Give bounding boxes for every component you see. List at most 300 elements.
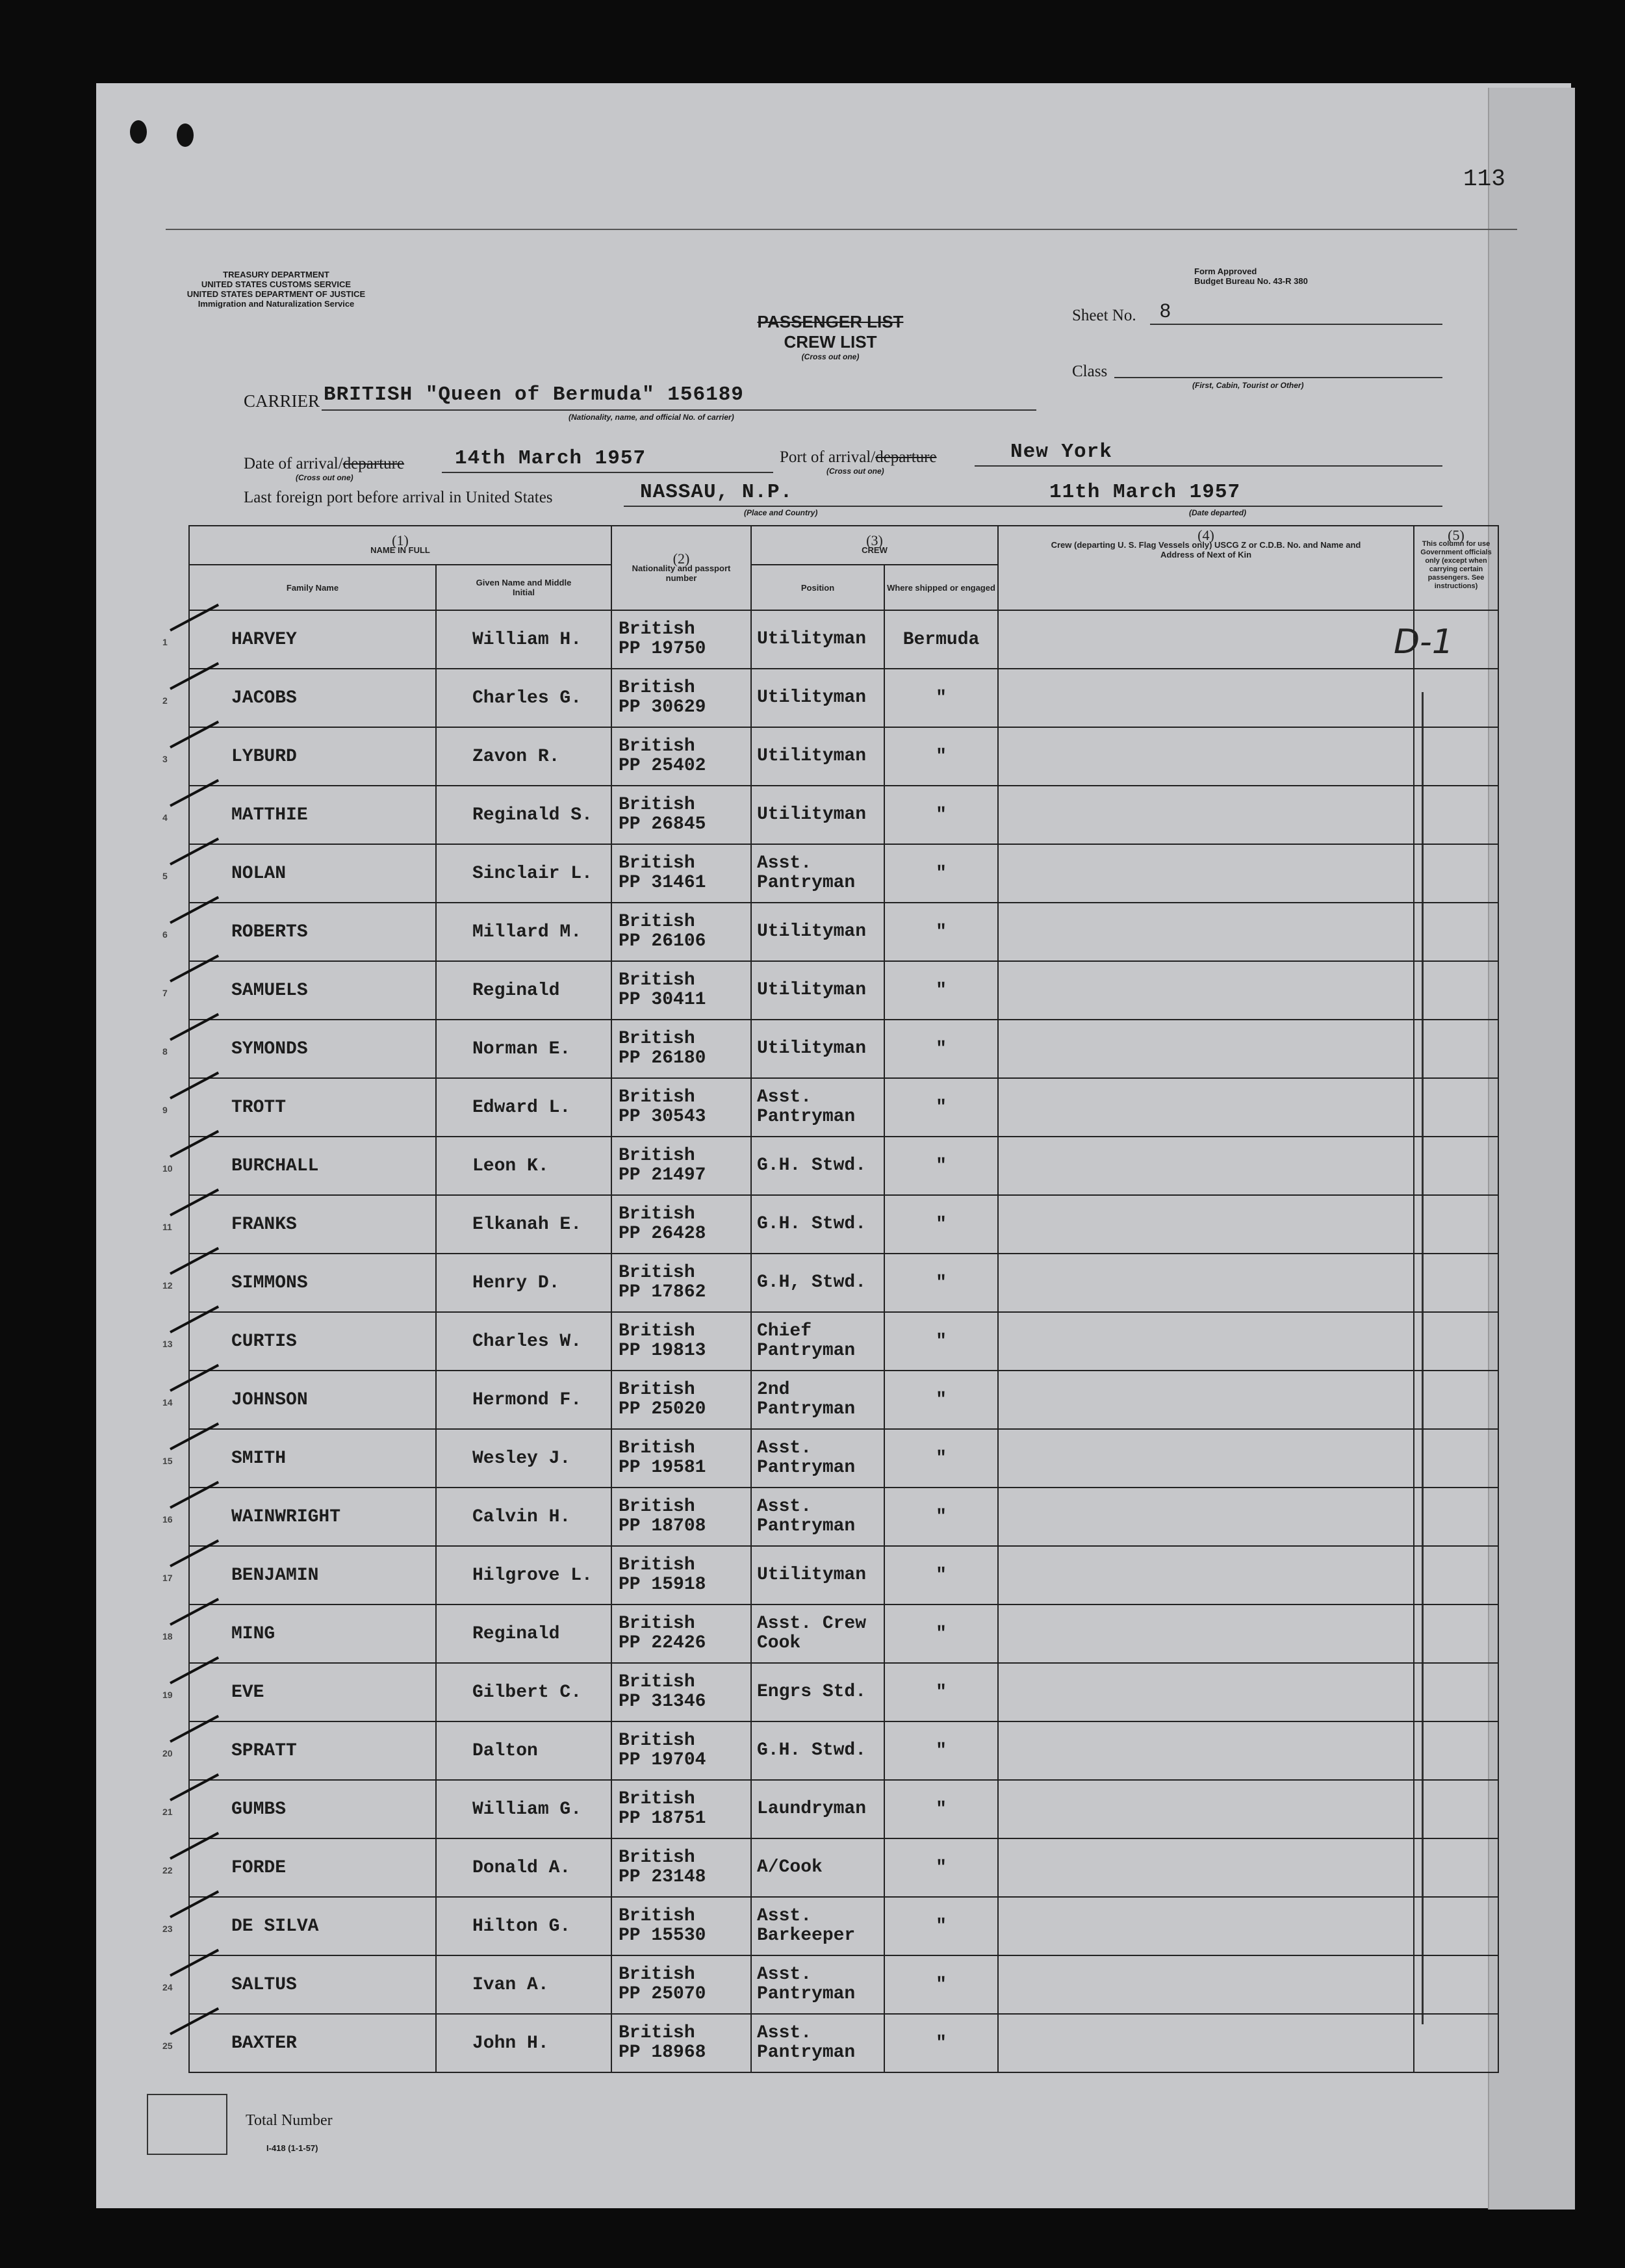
row-number: 6 bbox=[162, 929, 168, 940]
given-name: Edward L. bbox=[436, 1078, 611, 1137]
given-name: Ivan A. bbox=[436, 1955, 611, 2014]
col1-header bbox=[189, 526, 611, 565]
position: Asst. Barkeeper bbox=[751, 1897, 884, 1955]
date-arrival-text: Date of arrival/ bbox=[244, 455, 343, 472]
family-name: ROBERTS bbox=[231, 921, 308, 942]
carrier-value: BRITISH "Queen of Bermuda" 156189 bbox=[324, 383, 744, 406]
position: Utilityman bbox=[751, 610, 884, 669]
nationality: British bbox=[619, 1789, 695, 1809]
given-name: Reginald S. bbox=[436, 786, 611, 844]
passport-number: PP 30629 bbox=[619, 697, 706, 717]
given-name: Millard M. bbox=[436, 903, 611, 961]
table-row bbox=[189, 1020, 1498, 1078]
government-use-cell bbox=[1414, 903, 1498, 961]
government-use-cell bbox=[1414, 1254, 1498, 1312]
next-of-kin-cell bbox=[998, 1955, 1414, 2014]
where-shipped: " bbox=[884, 786, 998, 844]
next-of-kin-cell bbox=[998, 1897, 1414, 1955]
where-shipped: " bbox=[884, 1721, 998, 1780]
last-port-underline bbox=[624, 506, 1027, 507]
col1-number: (1) bbox=[392, 532, 409, 548]
nationality-passport-cell bbox=[611, 1488, 751, 1546]
where-shipped: " bbox=[884, 1546, 998, 1604]
passport-number: PP 25020 bbox=[619, 1399, 706, 1419]
table-row bbox=[189, 1838, 1498, 1897]
family-name-cell bbox=[162, 844, 436, 903]
position: Utilityman bbox=[751, 1020, 884, 1078]
col3-title: CREW bbox=[862, 545, 888, 555]
position: Asst. Crew Cook bbox=[751, 1604, 884, 1663]
nationality-passport-cell bbox=[611, 786, 751, 844]
nationality-passport-cell bbox=[611, 1546, 751, 1604]
table-row bbox=[189, 1546, 1498, 1604]
position: Asst. Pantryman bbox=[751, 2014, 884, 2072]
government-use-cell bbox=[1414, 961, 1498, 1020]
government-use-cell bbox=[1414, 844, 1498, 903]
table-row bbox=[189, 2014, 1498, 2072]
passport-number: PP 30411 bbox=[619, 990, 706, 1010]
port-arrival-text: Port of arrival/ bbox=[780, 448, 876, 466]
row-number: 24 bbox=[162, 1982, 173, 1992]
punch-hole bbox=[177, 123, 194, 147]
col3-header bbox=[751, 526, 998, 565]
passport-number: PP 18751 bbox=[619, 1809, 706, 1829]
where-shipped: " bbox=[884, 1429, 998, 1488]
position: Engrs Std. bbox=[751, 1663, 884, 1721]
given-name: Hermond F. bbox=[436, 1371, 611, 1429]
next-of-kin-cell bbox=[998, 727, 1414, 786]
nationality-passport-cell bbox=[611, 1078, 751, 1137]
table-row bbox=[189, 961, 1498, 1020]
page-number: 113 bbox=[1463, 166, 1505, 192]
nationality: British bbox=[619, 1848, 695, 1868]
given-name: Charles W. bbox=[436, 1312, 611, 1371]
given-name: Reginald bbox=[436, 1604, 611, 1663]
family-name: JACOBS bbox=[231, 688, 297, 708]
table-row bbox=[189, 844, 1498, 903]
port-arrival-label bbox=[780, 448, 937, 467]
given-name: Sinclair L. bbox=[436, 844, 611, 903]
table-row bbox=[189, 1371, 1498, 1429]
where-shipped: " bbox=[884, 1078, 998, 1137]
next-of-kin-cell bbox=[998, 1195, 1414, 1254]
next-of-kin-cell bbox=[998, 1604, 1414, 1663]
table-row bbox=[189, 1721, 1498, 1780]
nationality-passport-cell bbox=[611, 1897, 751, 1955]
nationality: British bbox=[619, 1029, 695, 1049]
where-shipped-header: Where shipped or engaged bbox=[884, 565, 998, 610]
government-use-cell bbox=[1414, 1195, 1498, 1254]
form-approved-line: Form Approved bbox=[1194, 266, 1257, 276]
position: Asst. Pantryman bbox=[751, 1429, 884, 1488]
family-name-cell bbox=[162, 1663, 436, 1721]
position: A/Cook bbox=[751, 1838, 884, 1897]
next-of-kin-cell bbox=[998, 1546, 1414, 1604]
given-name: Henry D. bbox=[436, 1254, 611, 1312]
government-use-cell bbox=[1414, 1429, 1498, 1488]
family-name-cell bbox=[162, 786, 436, 844]
col5-title: This column for use Government officials only (except when carrying certain passengers. See instructions) bbox=[1420, 540, 1492, 590]
nationality-passport-cell bbox=[611, 1721, 751, 1780]
passport-number: PP 18708 bbox=[619, 1516, 706, 1536]
government-use-cell bbox=[1414, 1721, 1498, 1780]
government-use-cell bbox=[1414, 1020, 1498, 1078]
where-shipped: " bbox=[884, 1780, 998, 1838]
cross-out-note: (Cross out one) bbox=[801, 352, 860, 361]
where-shipped: " bbox=[884, 1488, 998, 1546]
col5-header bbox=[1414, 526, 1498, 610]
total-number-label: Total Number bbox=[246, 2112, 333, 2129]
position: Asst. Pantryman bbox=[751, 1078, 884, 1137]
family-name: TROTT bbox=[231, 1097, 287, 1118]
government-use-cell bbox=[1414, 786, 1498, 844]
family-name: SYMONDS bbox=[231, 1038, 308, 1059]
passport-number: PP 25402 bbox=[619, 756, 706, 776]
row-number: 9 bbox=[162, 1105, 168, 1115]
family-name-cell bbox=[162, 1312, 436, 1371]
arrival-port: New York bbox=[1010, 441, 1112, 463]
passport-number: PP 18968 bbox=[619, 2042, 706, 2063]
position: Utilityman bbox=[751, 786, 884, 844]
given-name-header: Given Name and Middle Initial bbox=[436, 565, 611, 610]
agency-line: UNITED STATES DEPARTMENT OF JUSTICE bbox=[186, 289, 366, 299]
family-name: WAINWRIGHT bbox=[231, 1506, 341, 1527]
table-row bbox=[189, 1488, 1498, 1546]
given-name: Hilgrove L. bbox=[436, 1546, 611, 1604]
date-departure-struck: departure bbox=[342, 455, 405, 472]
nationality: British bbox=[619, 1204, 695, 1224]
government-use-cell bbox=[1414, 610, 1498, 669]
class-note: (First, Cabin, Tourist or Other) bbox=[1192, 381, 1304, 390]
where-shipped: " bbox=[884, 961, 998, 1020]
where-shipped: " bbox=[884, 727, 998, 786]
position: Asst. Pantryman bbox=[751, 1955, 884, 2014]
table-row bbox=[189, 1137, 1498, 1195]
family-name: LYBURD bbox=[231, 746, 297, 767]
family-name: FORDE bbox=[231, 1857, 287, 1878]
arrival-port-underline bbox=[975, 465, 1442, 467]
given-name: Elkanah E. bbox=[436, 1195, 611, 1254]
passport-number: PP 22426 bbox=[619, 1633, 706, 1653]
where-shipped: " bbox=[884, 669, 998, 727]
passport-number: PP 26106 bbox=[619, 931, 706, 951]
col5-number: (5) bbox=[1448, 527, 1465, 543]
family-name-cell bbox=[162, 1955, 436, 2014]
row-number: 3 bbox=[162, 754, 168, 764]
last-port-label: Last foreign port before arrival in United States bbox=[244, 489, 553, 506]
nationality-passport-cell bbox=[611, 1254, 751, 1312]
given-name: John H. bbox=[436, 2014, 611, 2072]
family-name: SIMMONS bbox=[231, 1272, 308, 1293]
col4-number: (4) bbox=[1197, 527, 1214, 543]
crew-table bbox=[162, 525, 1499, 2073]
family-name-cell bbox=[162, 1020, 436, 1078]
family-name: NOLAN bbox=[231, 863, 287, 884]
row-number: 20 bbox=[162, 1748, 173, 1759]
nationality: British bbox=[619, 1906, 695, 1926]
position: Asst. Pantryman bbox=[751, 1488, 884, 1546]
port-departure-struck: departure bbox=[875, 448, 937, 466]
last-port-value: NASSAU, N.P. bbox=[640, 481, 793, 504]
nationality-passport-cell bbox=[611, 1780, 751, 1838]
col2-header bbox=[611, 526, 751, 610]
table-row bbox=[189, 1780, 1498, 1838]
next-of-kin-cell bbox=[998, 903, 1414, 961]
where-shipped: " bbox=[884, 903, 998, 961]
passport-number: PP 17862 bbox=[619, 1282, 706, 1302]
position: G.H, Stwd. bbox=[751, 1254, 884, 1312]
sheet-edge bbox=[1488, 88, 1575, 2210]
government-use-cell bbox=[1414, 727, 1498, 786]
nationality: British bbox=[619, 970, 695, 990]
row-number: 2 bbox=[162, 695, 168, 706]
given-name: Wesley J. bbox=[436, 1429, 611, 1488]
next-of-kin-cell bbox=[998, 961, 1414, 1020]
next-of-kin-cell bbox=[998, 1137, 1414, 1195]
passport-number: PP 31346 bbox=[619, 1692, 706, 1712]
family-name-cell bbox=[162, 1838, 436, 1897]
family-name: HARVEY bbox=[231, 629, 297, 650]
family-name-cell bbox=[162, 1371, 436, 1429]
family-name-cell bbox=[162, 1195, 436, 1254]
family-name: EVE bbox=[231, 1682, 264, 1703]
nationality: British bbox=[619, 1731, 695, 1751]
family-name-cell bbox=[162, 1604, 436, 1663]
row-number: 12 bbox=[162, 1280, 173, 1291]
next-of-kin-cell bbox=[998, 786, 1414, 844]
nationality: British bbox=[619, 1146, 695, 1166]
nationality-passport-cell bbox=[611, 1195, 751, 1254]
table-row bbox=[189, 1663, 1498, 1721]
passport-number: PP 19581 bbox=[619, 1458, 706, 1478]
passport-number: PP 26180 bbox=[619, 1048, 706, 1068]
last-port-note: (Place and Country) bbox=[744, 508, 818, 517]
nationality: British bbox=[619, 1497, 695, 1517]
table-row bbox=[189, 669, 1498, 727]
given-name: Dalton bbox=[436, 1721, 611, 1780]
passport-number: PP 19813 bbox=[619, 1341, 706, 1361]
sheet-underline bbox=[1150, 324, 1442, 325]
next-of-kin-cell bbox=[998, 844, 1414, 903]
next-of-kin-cell bbox=[998, 1663, 1414, 1721]
position: Utilityman bbox=[751, 727, 884, 786]
date-cross-note: (Cross out one) bbox=[296, 473, 353, 482]
government-use-cell bbox=[1414, 1604, 1498, 1663]
family-name: BENJAMIN bbox=[231, 1565, 319, 1586]
form-number: I-418 (1-1-57) bbox=[266, 2143, 318, 2153]
family-name-cell bbox=[162, 669, 436, 727]
form-approved-line: Budget Bureau No. 43-R 380 bbox=[1194, 276, 1308, 286]
position: Utilityman bbox=[751, 903, 884, 961]
passport-number: PP 30543 bbox=[619, 1107, 706, 1127]
family-name: MING bbox=[231, 1623, 275, 1644]
nationality-passport-cell bbox=[611, 610, 751, 669]
next-of-kin-cell bbox=[998, 1488, 1414, 1546]
row-number: 25 bbox=[162, 2041, 173, 2051]
position-header: Position bbox=[751, 565, 884, 610]
next-of-kin-cell bbox=[998, 1838, 1414, 1897]
government-use-cell bbox=[1414, 1078, 1498, 1137]
government-use-cell bbox=[1414, 1488, 1498, 1546]
next-of-kin-cell bbox=[998, 1721, 1414, 1780]
table-row bbox=[189, 1897, 1498, 1955]
passport-number: PP 25070 bbox=[619, 1984, 706, 2004]
family-name-cell bbox=[162, 1488, 436, 1546]
arrival-date-underline bbox=[442, 472, 773, 473]
where-shipped: " bbox=[884, 1195, 998, 1254]
next-of-kin-cell bbox=[998, 1312, 1414, 1371]
family-name-cell bbox=[162, 610, 436, 669]
family-name: MATTHIE bbox=[231, 805, 308, 825]
nationality-passport-cell bbox=[611, 1955, 751, 2014]
nationality-passport-cell bbox=[611, 2014, 751, 2072]
family-name: FRANKS bbox=[231, 1214, 297, 1235]
form-approved bbox=[1194, 266, 1308, 286]
government-use-cell bbox=[1414, 1955, 1498, 2014]
position: G.H. Stwd. bbox=[751, 1721, 884, 1780]
family-name-header: Family Name bbox=[189, 565, 436, 610]
where-shipped: " bbox=[884, 844, 998, 903]
row-number: 22 bbox=[162, 1865, 173, 1875]
row-number: 15 bbox=[162, 1456, 173, 1466]
nationality-passport-cell bbox=[611, 1838, 751, 1897]
handwritten-annotation: D-1 bbox=[1394, 623, 1453, 662]
next-of-kin-cell bbox=[998, 1020, 1414, 1078]
passport-number: PP 31461 bbox=[619, 873, 706, 893]
government-use-cell bbox=[1414, 1371, 1498, 1429]
position: Utilityman bbox=[751, 1546, 884, 1604]
agency-line: Immigration and Naturalization Service bbox=[198, 299, 355, 309]
row-number: 18 bbox=[162, 1631, 173, 1642]
nationality: British bbox=[619, 2023, 695, 2043]
passport-number: PP 15918 bbox=[619, 1575, 706, 1595]
family-name-cell bbox=[162, 1429, 436, 1488]
table-row bbox=[189, 1312, 1498, 1371]
crew-table-body bbox=[162, 610, 1498, 2072]
nationality: British bbox=[619, 853, 695, 873]
nationality-passport-cell bbox=[611, 727, 751, 786]
top-rule bbox=[166, 229, 1517, 230]
passport-number: PP 26428 bbox=[619, 1224, 706, 1244]
next-of-kin-cell bbox=[998, 2014, 1414, 2072]
table-row bbox=[189, 1254, 1498, 1312]
nationality-passport-cell bbox=[611, 1663, 751, 1721]
next-of-kin-cell bbox=[998, 1254, 1414, 1312]
where-shipped: " bbox=[884, 1020, 998, 1078]
nationality: British bbox=[619, 619, 695, 639]
where-shipped: " bbox=[884, 1838, 998, 1897]
position: 2nd Pantryman bbox=[751, 1371, 884, 1429]
family-name-cell bbox=[162, 1780, 436, 1838]
crew-list-title: CREW LIST bbox=[784, 332, 877, 352]
passport-number: PP 26845 bbox=[619, 814, 706, 834]
nationality-passport-cell bbox=[611, 1604, 751, 1663]
next-of-kin-cell bbox=[998, 1371, 1414, 1429]
departed-date-underline bbox=[1027, 506, 1442, 507]
family-name-cell bbox=[162, 727, 436, 786]
government-use-cell bbox=[1414, 669, 1498, 727]
family-name-cell bbox=[162, 2014, 436, 2072]
nationality: British bbox=[619, 1965, 695, 1985]
nationality-passport-cell bbox=[611, 903, 751, 961]
nationality: British bbox=[619, 1087, 695, 1107]
position: Chief Pantryman bbox=[751, 1312, 884, 1371]
given-name: Norman E. bbox=[436, 1020, 611, 1078]
col2-title: Nationality and passport number bbox=[632, 563, 731, 583]
where-shipped: " bbox=[884, 1371, 998, 1429]
row-number: 23 bbox=[162, 1924, 173, 1934]
given-name: Charles G. bbox=[436, 669, 611, 727]
government-use-cell bbox=[1414, 1546, 1498, 1604]
row-number: 5 bbox=[162, 871, 168, 881]
position: Laundryman bbox=[751, 1780, 884, 1838]
family-name-cell bbox=[162, 1546, 436, 1604]
table-row bbox=[189, 610, 1498, 669]
col4-title: Crew (departing U. S. Flag Vessels only) USCG Z or C.D.B. No. and Name and Address of Next of Kin bbox=[1051, 540, 1361, 560]
position: G.H. Stwd. bbox=[751, 1137, 884, 1195]
where-shipped: " bbox=[884, 1137, 998, 1195]
where-shipped: " bbox=[884, 1955, 998, 2014]
col1-title: NAME IN FULL bbox=[370, 545, 430, 555]
family-name-cell bbox=[162, 1078, 436, 1137]
nationality-passport-cell bbox=[611, 1020, 751, 1078]
port-cross-note: (Cross out one) bbox=[826, 467, 884, 476]
family-name: CURTIS bbox=[231, 1331, 297, 1352]
family-name-cell bbox=[162, 1721, 436, 1780]
table-row bbox=[189, 786, 1498, 844]
row-number: 10 bbox=[162, 1163, 173, 1174]
nationality-passport-cell bbox=[611, 1429, 751, 1488]
row-number: 13 bbox=[162, 1339, 173, 1349]
table-row bbox=[189, 1078, 1498, 1137]
row-number: 7 bbox=[162, 988, 168, 998]
row-number: 8 bbox=[162, 1046, 168, 1057]
agency-line: TREASURY DEPARTMENT bbox=[223, 270, 329, 279]
family-name: SALTUS bbox=[231, 1974, 297, 1995]
total-number-box bbox=[147, 2094, 227, 2155]
given-name: William H. bbox=[436, 610, 611, 669]
row-number: 11 bbox=[162, 1222, 172, 1232]
nationality-passport-cell bbox=[611, 961, 751, 1020]
government-use-cell bbox=[1414, 1663, 1498, 1721]
family-name: JOHNSON bbox=[231, 1389, 308, 1410]
government-use-cell bbox=[1414, 1312, 1498, 1371]
family-name-cell bbox=[162, 1897, 436, 1955]
class-underline bbox=[1114, 377, 1442, 378]
row-number: 19 bbox=[162, 1690, 173, 1700]
carrier-note: (Nationality, name, and official No. of carrier) bbox=[569, 413, 734, 422]
position: G.H. Stwd. bbox=[751, 1195, 884, 1254]
nationality-passport-cell bbox=[611, 1137, 751, 1195]
family-name-cell bbox=[162, 1254, 436, 1312]
row-number: 1 bbox=[162, 637, 168, 647]
agency-block bbox=[130, 270, 422, 309]
col3-number: (3) bbox=[866, 532, 883, 548]
passport-number: PP 21497 bbox=[619, 1165, 706, 1185]
table-row bbox=[189, 1955, 1498, 2014]
family-name: DE SILVA bbox=[231, 1916, 319, 1937]
where-shipped: Bermuda bbox=[884, 610, 998, 669]
family-name-cell bbox=[162, 903, 436, 961]
nationality-passport-cell bbox=[611, 1312, 751, 1371]
sheet-label: Sheet No. bbox=[1072, 307, 1136, 324]
nationality: British bbox=[619, 1672, 695, 1692]
nationality: British bbox=[619, 795, 695, 815]
government-use-cell bbox=[1414, 1838, 1498, 1897]
family-name-cell bbox=[162, 961, 436, 1020]
nationality: British bbox=[619, 1380, 695, 1400]
row-number: 21 bbox=[162, 1807, 173, 1817]
